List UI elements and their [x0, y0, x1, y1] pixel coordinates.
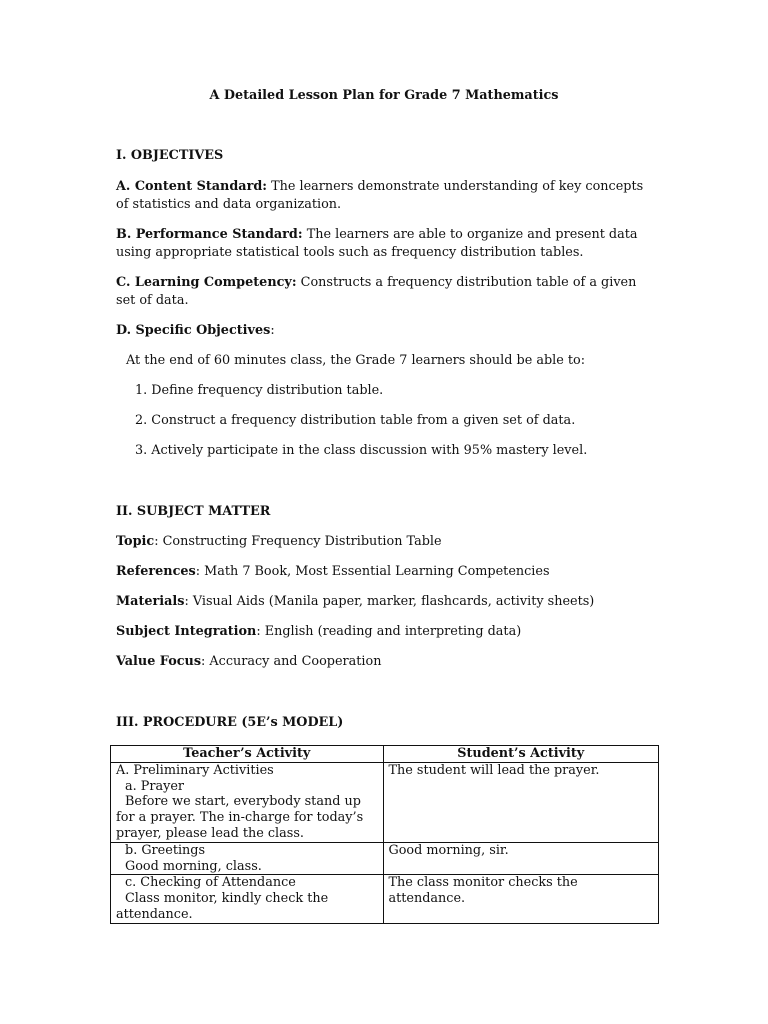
references-line: [116, 564, 550, 579]
table-header-row: [111, 746, 659, 763]
teacher-activity-cell: [111, 875, 384, 923]
learning-competency-text: Constructs a frequency distribution table of a given set of data.: [116, 275, 637, 308]
table-row: [111, 762, 659, 842]
subject-matter-heading: II. SUBJECT MATTER: [116, 504, 271, 519]
performance-standard-label: B. Performance Standard:: [116, 227, 303, 242]
value-focus-text: : Accuracy and Cooperation: [201, 654, 382, 669]
performance-standard: [116, 226, 646, 262]
document-title: A Detailed Lesson Plan for Grade 7 Mathematics: [209, 88, 559, 103]
student-activity-cell: Good morning, sir.: [383, 842, 659, 875]
references-label: References: [116, 564, 196, 579]
student-activity-cell: The student will lead the prayer.: [383, 762, 659, 842]
teacher-activity-cell: [111, 842, 384, 875]
materials-line: [116, 594, 594, 609]
objective-item: 1. Define frequency distribution table.: [135, 383, 384, 398]
activity-heading: A. Preliminary Activities: [116, 762, 274, 778]
column-header-student: Student’s Activity: [383, 746, 659, 763]
references-text: : Math 7 Book, Most Essential Learning Competencies: [195, 564, 550, 579]
column-header-teacher: Teacher’s Activity: [111, 746, 384, 763]
learning-competency: [116, 274, 646, 310]
activity-subheading: b. Greetings: [125, 842, 206, 858]
content-standard: [116, 178, 646, 214]
student-activity-cell: The class monitor checks the attendance.: [383, 875, 659, 923]
learning-competency-label: C. Learning Competency:: [116, 275, 297, 290]
specific-objectives-intro: At the end of 60 minutes class, the Grade 7 learners should be able to:: [126, 353, 586, 368]
procedure-table: [110, 745, 659, 924]
objective-item: 2. Construct a frequency distribution table from a given set of data.: [135, 413, 576, 428]
activity-detail: Good morning, class.: [125, 858, 262, 874]
materials-text: : Visual Aids (Manila paper, marker, flashcards, activity sheets): [184, 594, 595, 609]
performance-standard-text: The learners are able to organize and present data using appropriate statistical tools such as frequency distribution tables.: [116, 227, 638, 260]
subject-integration-text: : English (reading and interpreting data): [256, 624, 522, 639]
activity-detail: Class monitor, kindly check the attendance.: [116, 891, 329, 922]
value-focus-label: Value Focus: [116, 654, 202, 669]
value-focus-line: [116, 654, 381, 669]
subject-integration-label: Subject Integration: [116, 624, 257, 639]
table-row: [111, 842, 659, 875]
specific-objectives-label: D. Specific Objectives: [116, 323, 271, 338]
teacher-activity-cell: [111, 762, 384, 842]
topic-line: [116, 534, 442, 549]
topic-label: Topic: [116, 534, 155, 549]
objectives-heading: I. OBJECTIVES: [116, 148, 224, 163]
content-standard-text: The learners demonstrate understanding of key concepts of statistics and data organization.: [116, 179, 644, 212]
activity-subheading: c. Checking of Attendance: [125, 875, 296, 891]
subject-integration-line: [116, 624, 521, 639]
topic-text: : Constructing Frequency Distribution Table: [154, 534, 442, 549]
content-standard-label: A. Content Standard:: [116, 179, 267, 194]
materials-label: Materials: [116, 594, 185, 609]
procedure-heading: III. PROCEDURE (5E’s MODEL): [116, 715, 344, 730]
objective-item: 3. Actively participate in the class discussion with 95% mastery level.: [135, 443, 588, 458]
activity-subheading: a. Prayer: [125, 778, 185, 794]
table-row: [111, 875, 659, 923]
activity-detail: Before we start, everybody stand up for a prayer. The in-charge for today’s prayer, please lead the class.: [116, 794, 364, 841]
specific-objectives: [116, 323, 275, 338]
specific-objectives-colon: :: [270, 323, 275, 338]
